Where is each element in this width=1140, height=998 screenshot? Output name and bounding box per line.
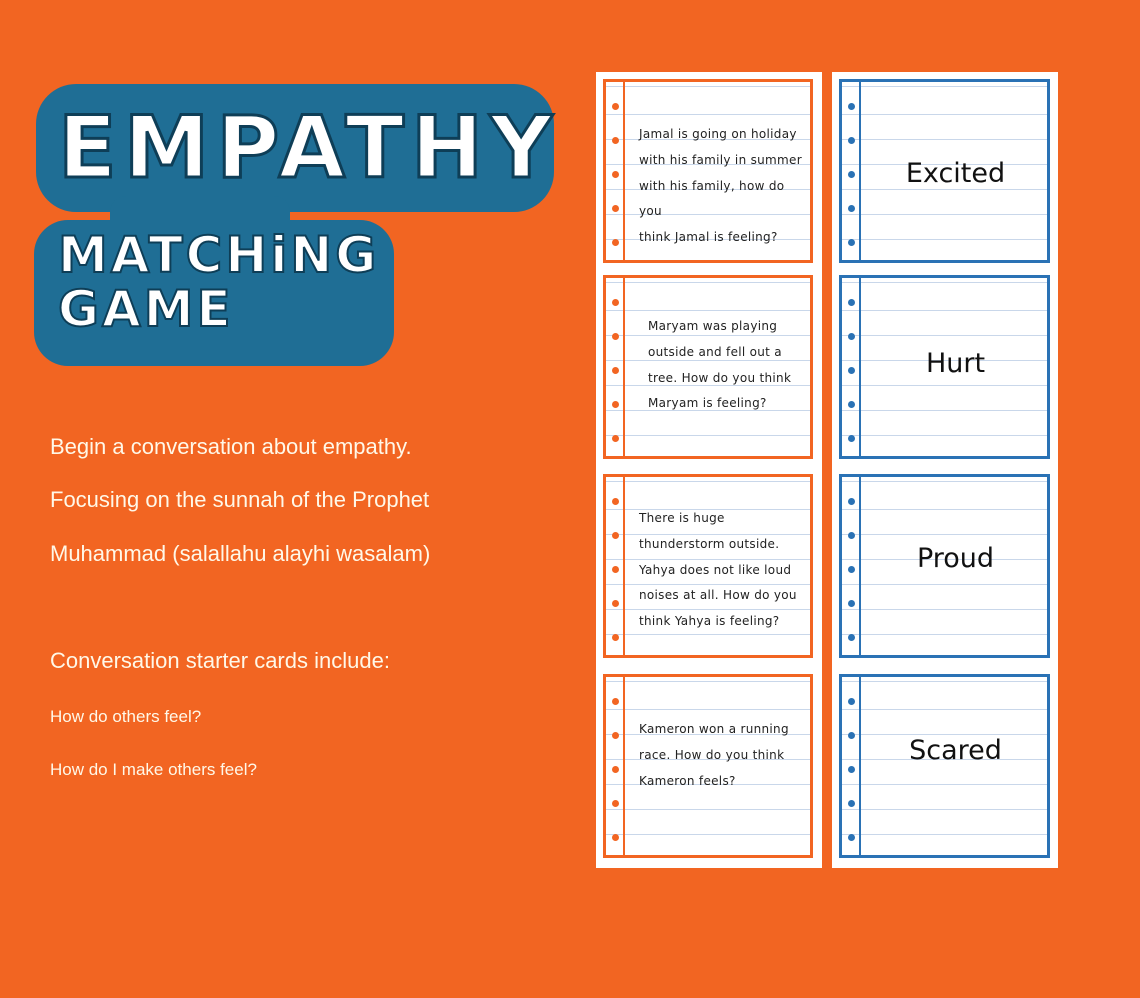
binder-hole-icon	[612, 367, 619, 374]
binder-hole-icon	[848, 566, 855, 573]
page-title: EMPATHY	[58, 98, 560, 198]
binder-hole-icon	[612, 137, 619, 144]
binder-hole-icon	[612, 103, 619, 110]
card-margin-line	[859, 677, 861, 855]
binder-hole-icon	[848, 634, 855, 641]
answer-card[interactable]	[839, 474, 1050, 658]
starter-item-2: How do I make others feel?	[50, 760, 257, 779]
card-margin-line	[623, 477, 625, 655]
starter-item-1: How do others feel?	[50, 707, 202, 726]
answer-card[interactable]	[839, 79, 1050, 263]
emotion-label: Proud	[916, 543, 995, 574]
emotion-label: Hurt	[925, 348, 986, 379]
intro-line-1: Begin a conversation about empathy.	[50, 434, 412, 459]
binder-hole-icon	[612, 205, 619, 212]
binder-hole-icon	[848, 137, 855, 144]
binder-hole-icon	[612, 333, 619, 340]
binder-hole-icon	[612, 766, 619, 773]
card-margin-line	[623, 677, 625, 855]
binder-hole-icon	[848, 239, 855, 246]
binder-hole-icon	[612, 698, 619, 705]
binder-hole-icon	[848, 498, 855, 505]
question-text: There is huge thunderstorm outside. Yahya does not like loud noises at all. How do you think Yahya is feeling?	[639, 511, 797, 629]
card-margin-line	[859, 278, 861, 456]
question-text: Kameron won a running race. How do you think Kameron feels?	[639, 722, 789, 788]
question-card[interactable]	[603, 275, 813, 459]
binder-hole-icon	[848, 435, 855, 442]
binder-hole-icon	[612, 435, 619, 442]
question-card[interactable]	[603, 79, 813, 263]
binder-hole-icon	[612, 239, 619, 246]
binder-hole-icon	[612, 800, 619, 807]
intro-line-3: Muhammad (salallahu alayhi wasalam)	[50, 541, 431, 566]
binder-hole-icon	[612, 401, 619, 408]
starter-heading: Conversation starter cards include:	[50, 648, 390, 673]
binder-hole-icon	[612, 566, 619, 573]
card-margin-line	[859, 477, 861, 655]
question-text: Maryam was playing outside and fell out a tree. How do you think Maryam is feeling?	[648, 319, 792, 411]
card-margin-line	[859, 82, 861, 260]
binder-hole-icon	[612, 299, 619, 306]
card-margin-line	[623, 278, 625, 456]
binder-hole-icon	[848, 532, 855, 539]
subtitle-line-1: MATCHiNG	[58, 226, 380, 284]
intro-line-2: Focusing on the sunnah of the Prophet	[50, 487, 430, 512]
binder-hole-icon	[848, 732, 855, 739]
answer-card[interactable]	[839, 275, 1050, 459]
binder-hole-icon	[848, 401, 855, 408]
subtitle-line-2: GAME	[58, 280, 234, 338]
page-subtitle	[58, 228, 378, 336]
answer-card[interactable]	[839, 674, 1050, 858]
binder-hole-icon	[848, 834, 855, 841]
binder-hole-icon	[848, 367, 855, 374]
card-margin-line	[623, 82, 625, 260]
binder-hole-icon	[848, 205, 855, 212]
binder-hole-icon	[848, 171, 855, 178]
question-card[interactable]	[603, 674, 813, 858]
binder-hole-icon	[848, 333, 855, 340]
binder-hole-icon	[848, 800, 855, 807]
emotion-label: Excited	[905, 158, 1006, 189]
binder-hole-icon	[848, 698, 855, 705]
binder-hole-icon	[612, 532, 619, 539]
binder-hole-icon	[848, 600, 855, 607]
binder-hole-icon	[848, 299, 855, 306]
binder-hole-icon	[612, 171, 619, 178]
question-text: Jamal is going on holiday with his family in summer with his family, how do you think Jamal is feeling?	[639, 127, 802, 245]
binder-hole-icon	[848, 103, 855, 110]
binder-hole-icon	[612, 732, 619, 739]
question-card[interactable]	[603, 474, 813, 658]
binder-hole-icon	[612, 834, 619, 841]
emotion-label: Scared	[909, 735, 1002, 766]
binder-hole-icon	[612, 600, 619, 607]
binder-hole-icon	[612, 498, 619, 505]
binder-hole-icon	[848, 766, 855, 773]
binder-hole-icon	[612, 634, 619, 641]
